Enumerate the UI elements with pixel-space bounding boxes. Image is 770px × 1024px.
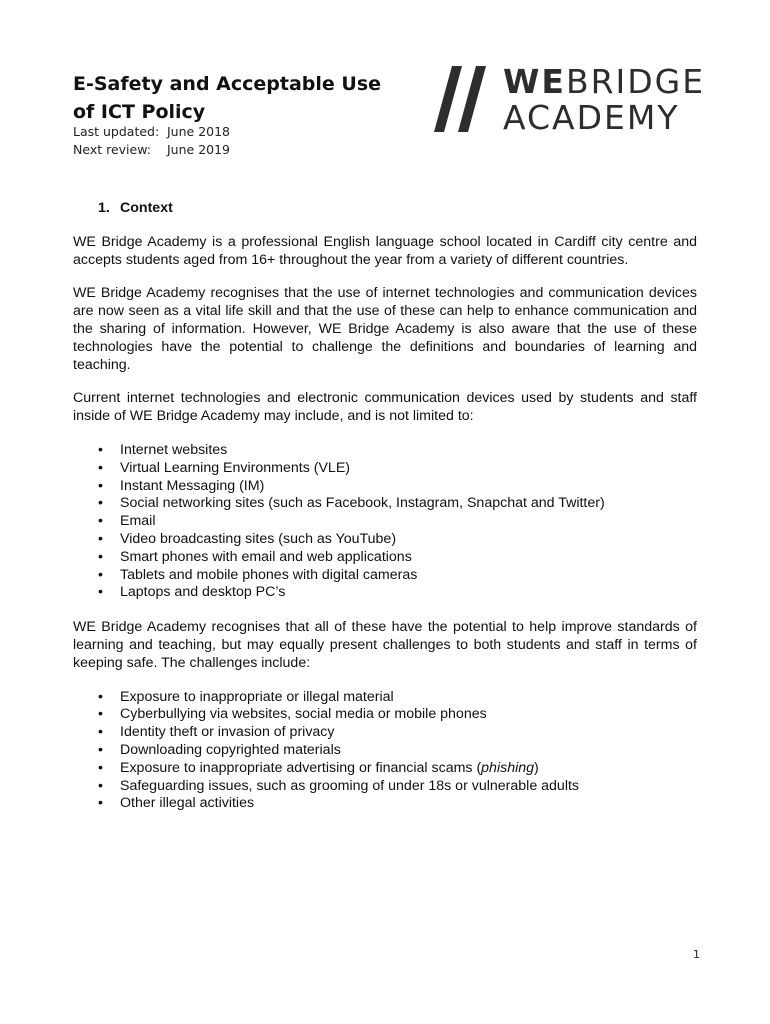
next-review-row xyxy=(73,141,230,159)
paragraph-challenges-intro: WE Bridge Academy recognises that all of these have the potential to help improve standards of learning and teaching, but may equally present challenges to both students and staff in terms of keeping safe. The challenges include: xyxy=(73,619,697,671)
last-updated-label: Last updated: xyxy=(73,124,160,139)
list-item: • Social networking sites (such as Facebook, Instagram, Snapchat and Twitter) xyxy=(73,495,697,513)
list-item: • Internet websites xyxy=(73,442,697,460)
next-review-value: June 2019 xyxy=(167,142,231,157)
section-number: 1. xyxy=(98,200,110,216)
list-item: • Video broadcasting sites (such as YouTube) xyxy=(73,531,697,549)
list-item xyxy=(73,760,697,778)
document-body xyxy=(73,200,697,830)
list-item: • Virtual Learning Environments (VLE) xyxy=(73,460,697,478)
challenge-text: Exposure to inappropriate advertising or financial scams ( xyxy=(120,759,482,776)
last-updated-row xyxy=(73,123,230,141)
paragraph-recognition: WE Bridge Academy recognises that the use of internet technologies and communication devices are now seen as a vital life skill and that the use of these can help to enhance communication and the sharing of information. However, WE Bridge Academy is also aware that the use of these technologies have the potential to challenge the definitions and boundaries of learning and teaching. xyxy=(73,285,697,373)
challenge-text-end: ) xyxy=(534,759,539,776)
page-number: 1 xyxy=(693,948,700,961)
logo-we: WE xyxy=(503,62,566,101)
webridge-academy-logo xyxy=(430,60,735,140)
list-item: • Laptops and desktop PC’s xyxy=(73,584,697,602)
document-title: E-Safety and Acceptable Use of ICT Policy xyxy=(73,73,382,123)
list-item: • Instant Messaging (IM) xyxy=(73,478,697,496)
logo-line-1 xyxy=(503,64,705,100)
list-item: • Smart phones with email and web applications xyxy=(73,549,697,567)
document-dates xyxy=(73,123,230,159)
challenges-list xyxy=(73,689,697,814)
list-item: • Identity theft or invasion of privacy xyxy=(73,724,697,742)
phishing-term: phishing xyxy=(481,759,535,776)
paragraph-technologies-intro: Current internet technologies and electronic communication devices used by students and staff inside of WE Bridge Academy may include, and is not limited to: xyxy=(73,390,697,425)
list-item: • Downloading copyrighted materials xyxy=(73,742,697,760)
logo-line-2: ACADEMY xyxy=(503,98,680,137)
section-heading xyxy=(98,200,697,218)
list-item: • Other illegal activities xyxy=(73,795,697,813)
technologies-list xyxy=(73,442,697,602)
list-item: • Exposure to inappropriate or illegal material xyxy=(73,689,697,707)
list-item: • Tablets and mobile phones with digital cameras xyxy=(73,567,697,585)
logo-slash-mark-icon xyxy=(430,60,500,140)
last-updated-value: June 2018 xyxy=(167,124,231,139)
list-item: • Email xyxy=(73,513,697,531)
list-item: • Safeguarding issues, such as grooming of under 18s or vulnerable adults xyxy=(73,778,697,796)
list-item: • Cyberbullying via websites, social media or mobile phones xyxy=(73,706,697,724)
paragraph-intro: WE Bridge Academy is a professional English language school located in Cardiff city centre and accepts students aged from 16+ throughout the year from a variety of different countries. xyxy=(73,233,697,268)
logo-bridge: BRIDGE xyxy=(565,62,706,101)
next-review-label: Next review: xyxy=(73,142,151,157)
section-title: Context xyxy=(120,200,173,216)
